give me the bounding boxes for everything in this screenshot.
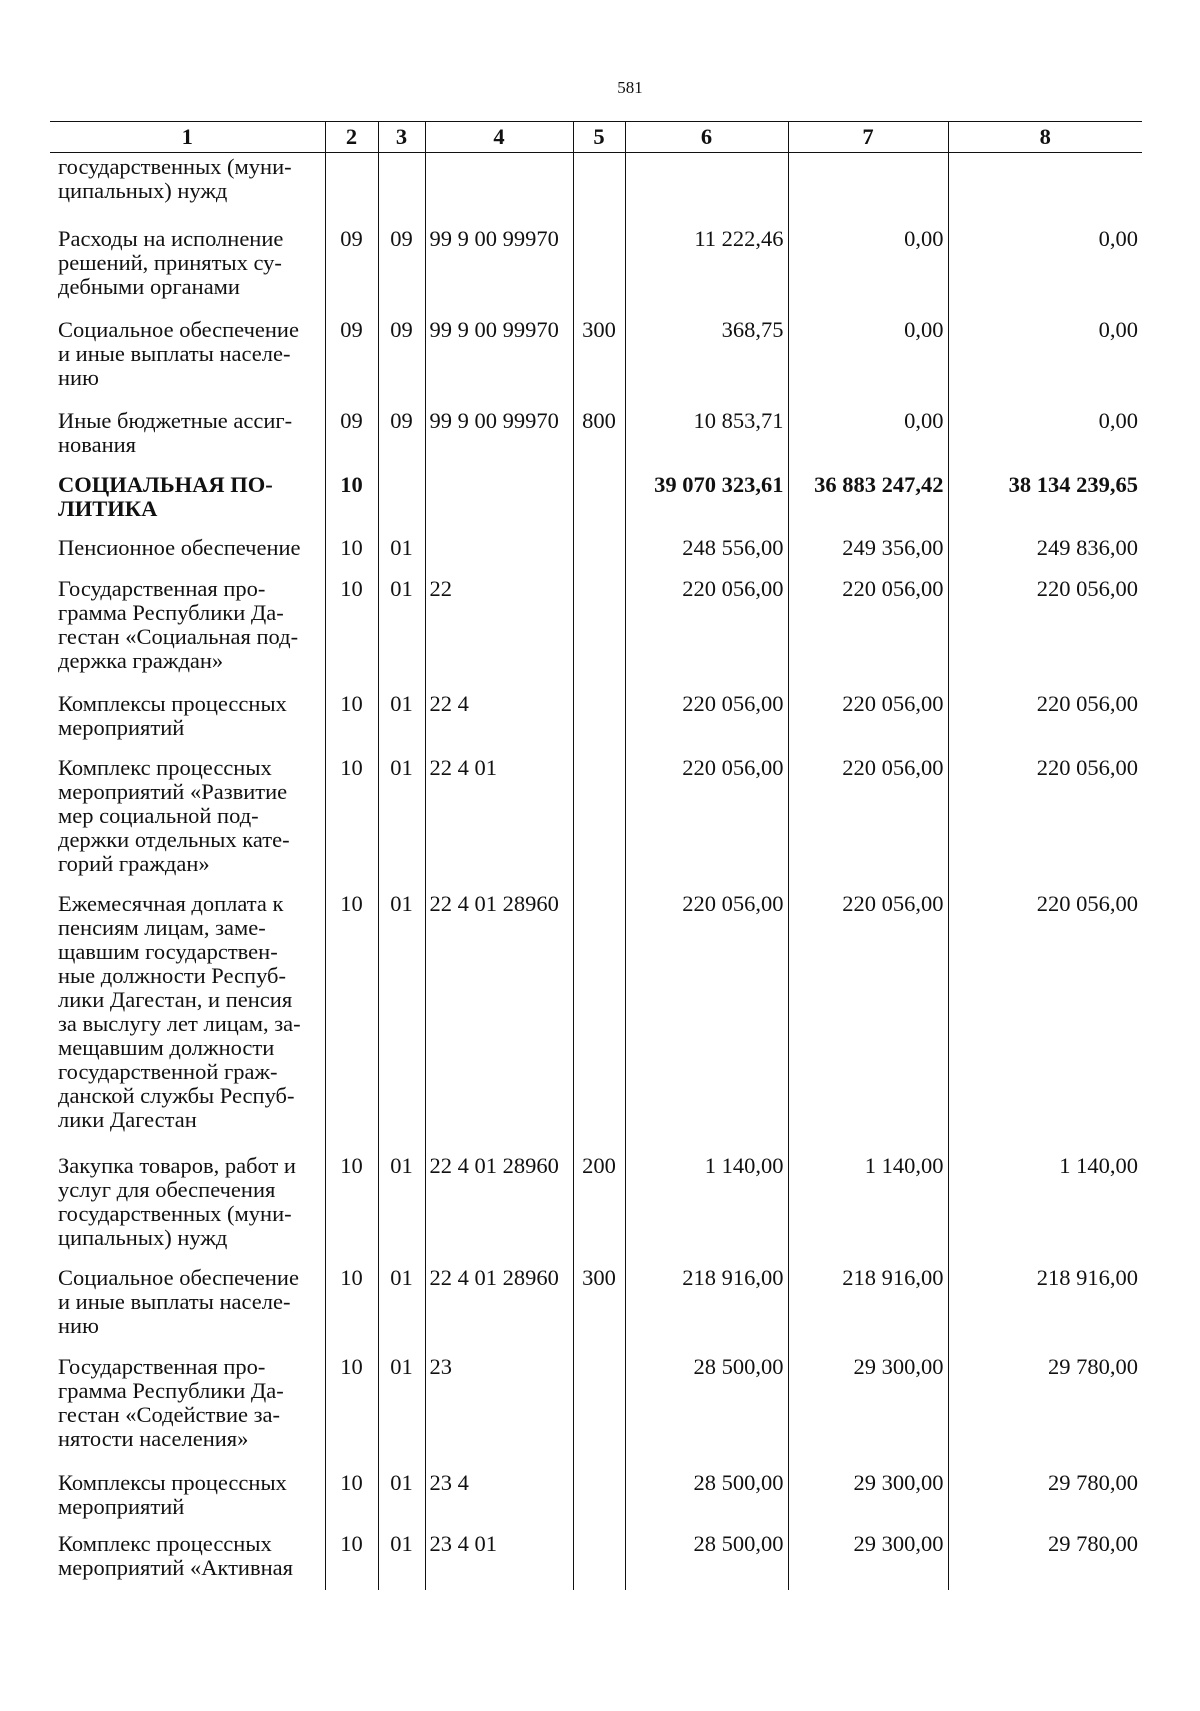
expense-type-code: 300 [573,316,625,407]
subsection-code: 01 [378,1530,425,1590]
table-row [50,534,1142,575]
page-number: 581 [617,78,643,97]
row-description: Социальное обеспечение и иные выплаты населе- нию [58,316,299,390]
table-row [50,1530,1142,1590]
row-description: Социальное обеспечение и иные выплаты населе- нию [58,1264,299,1338]
target-article-code [425,534,573,575]
amount-col8: 220 056,00 [948,890,1142,1152]
target-article-code: 22 4 01 28960 [425,1264,573,1353]
subsection-code: 01 [378,534,425,575]
target-article-code: 22 4 [425,690,573,754]
amount-col6: 39 070 323,61 [625,471,788,534]
amount-col7: 29 300,00 [788,1530,948,1590]
target-article-code: 22 4 01 [425,754,573,890]
amount-col7: 0,00 [788,316,948,407]
target-article-code: 23 4 01 [425,1530,573,1590]
expense-type-code: 200 [573,1152,625,1264]
amount-col8: 29 780,00 [948,1530,1142,1590]
amount-col6: 220 056,00 [625,575,788,690]
section-code: 10 [325,1530,378,1590]
amount-col6: 220 056,00 [625,690,788,754]
row-description: СОЦИАЛЬНАЯ ПО- ЛИТИКА [58,471,273,521]
amount-col6: 248 556,00 [625,534,788,575]
section-code: 10 [325,1264,378,1353]
subsection-code: 01 [378,690,425,754]
column-header: 8 [948,122,1142,153]
amount-col8: 0,00 [948,407,1142,471]
amount-col6: 220 056,00 [625,754,788,890]
expense-type-code [573,1469,625,1530]
amount-col7: 220 056,00 [788,890,948,1152]
expense-type-code [573,153,625,225]
section-code: 10 [325,471,378,534]
table-row [50,1353,1142,1469]
amount-col8: 249 836,00 [948,534,1142,575]
table-row [50,575,1142,690]
column-header-row [50,122,1142,153]
column-header: 2 [325,122,378,153]
amount-col7: 29 300,00 [788,1353,948,1469]
table-row [50,471,1142,534]
row-description: Иные бюджетные ассиг- нования [58,407,293,457]
amount-col7: 220 056,00 [788,754,948,890]
row-description: Комплексы процессных мероприятий [58,690,287,740]
amount-col7: 220 056,00 [788,690,948,754]
subsection-code [378,471,425,534]
amount-col7: 0,00 [788,407,948,471]
amount-col8: 220 056,00 [948,690,1142,754]
amount-col8: 220 056,00 [948,754,1142,890]
target-article-code [425,471,573,534]
amount-col8 [948,153,1142,225]
target-article-code: 22 [425,575,573,690]
subsection-code: 01 [378,890,425,1152]
amount-col6: 1 140,00 [625,1152,788,1264]
amount-col8: 0,00 [948,316,1142,407]
section-code [325,153,378,225]
row-description: Государственная про- грамма Республики Да- гестан «Социальная под- держка граждан» [58,575,299,673]
expense-type-code [573,754,625,890]
subsection-code [378,153,425,225]
target-article-code: 99 9 00 99970 [425,225,573,316]
table-row [50,890,1142,1152]
amount-col7: 36 883 247,42 [788,471,948,534]
row-description: Расходы на исполнение решений, принятых су- дебными органами [58,225,284,299]
section-code: 09 [325,316,378,407]
subsection-code: 01 [378,1152,425,1264]
amount-col7: 29 300,00 [788,1469,948,1530]
section-code: 10 [325,690,378,754]
subsection-code: 01 [378,754,425,890]
row-description: Государственная про- грамма Республики Да- гестан «Содействие за- нятости населения» [58,1353,284,1451]
target-article-code: 22 4 01 28960 [425,890,573,1152]
table-row [50,316,1142,407]
target-article-code [425,153,573,225]
section-code: 10 [325,1353,378,1469]
table-row [50,407,1142,471]
table-row [50,1469,1142,1530]
amount-col6: 220 056,00 [625,890,788,1152]
amount-col6 [625,153,788,225]
target-article-code: 99 9 00 99970 [425,316,573,407]
amount-col6: 218 916,00 [625,1264,788,1353]
amount-col8: 0,00 [948,225,1142,316]
column-header: 5 [573,122,625,153]
expense-type-code [573,225,625,316]
amount-col8: 29 780,00 [948,1469,1142,1530]
column-header: 4 [425,122,573,153]
row-description: Комплекс процессных мероприятий «Развитие мер социальной под- держки отдельных кате- горий граждан» [58,754,290,876]
amount-col7: 220 056,00 [788,575,948,690]
table-row [50,153,1142,225]
table-row [50,1264,1142,1353]
column-header: 3 [378,122,425,153]
amount-col6: 28 500,00 [625,1530,788,1590]
column-header: 6 [625,122,788,153]
subsection-code: 09 [378,225,425,316]
expense-type-code [573,471,625,534]
amount-col6: 11 222,46 [625,225,788,316]
section-code: 09 [325,407,378,471]
row-description: Закупка товаров, работ и услуг для обеспечения государственных (муни- ципальных) нужд [58,1152,296,1250]
row-description: государственных (муни- ципальных) нужд [58,154,292,203]
expense-type-code: 800 [573,407,625,471]
amount-col8: 1 140,00 [948,1152,1142,1264]
subsection-code: 01 [378,1353,425,1469]
section-code: 10 [325,754,378,890]
target-article-code: 23 4 [425,1469,573,1530]
subsection-code: 09 [378,316,425,407]
amount-col7 [788,153,948,225]
expense-type-code [573,534,625,575]
section-code: 10 [325,890,378,1152]
subsection-code: 01 [378,1469,425,1530]
row-description: Комплексы процессных мероприятий [58,1469,287,1519]
table-row [50,225,1142,316]
column-header: 7 [788,122,948,153]
section-code: 10 [325,534,378,575]
target-article-code: 23 [425,1353,573,1469]
section-code: 10 [325,1469,378,1530]
row-description: Пенсионное обеспечение [58,534,301,560]
expense-type-code [573,890,625,1152]
amount-col8: 220 056,00 [948,575,1142,690]
amount-col6: 28 500,00 [625,1469,788,1530]
section-code: 10 [325,575,378,690]
expense-type-code [573,1530,625,1590]
target-article-code: 99 9 00 99970 [425,407,573,471]
budget-table [50,121,1142,1590]
column-header: 1 [50,122,325,153]
table-body [50,153,1142,1590]
amount-col7: 249 356,00 [788,534,948,575]
expense-type-code [573,1353,625,1469]
amount-col6: 28 500,00 [625,1353,788,1469]
section-code: 10 [325,1152,378,1264]
expense-type-code [573,690,625,754]
subsection-code: 01 [378,1264,425,1353]
amount-col7: 1 140,00 [788,1152,948,1264]
amount-col8: 29 780,00 [948,1353,1142,1469]
expense-type-code [573,575,625,690]
row-description: Комплекс процессных мероприятий «Активная [58,1530,293,1580]
target-article-code: 22 4 01 28960 [425,1152,573,1264]
row-description: Ежемесячная доплата к пенсиям лицам, заме- щавшим государствен- ные должности Респуб- лики Дагестан, и пенсия за выслугу лет лицам, за- мещавшим должности государственной граж- данской службы Респуб- лики Дагестан [58,890,301,1132]
amount-col8: 38 134 239,65 [948,471,1142,534]
amount-col6: 10 853,71 [625,407,788,471]
amount-col7: 0,00 [788,225,948,316]
amount-col7: 218 916,00 [788,1264,948,1353]
subsection-code: 09 [378,407,425,471]
table-row [50,754,1142,890]
section-code: 09 [325,225,378,316]
table-row [50,1152,1142,1264]
amount-col6: 368,75 [625,316,788,407]
expense-type-code: 300 [573,1264,625,1353]
subsection-code: 01 [378,575,425,690]
table-row [50,690,1142,754]
amount-col8: 218 916,00 [948,1264,1142,1353]
